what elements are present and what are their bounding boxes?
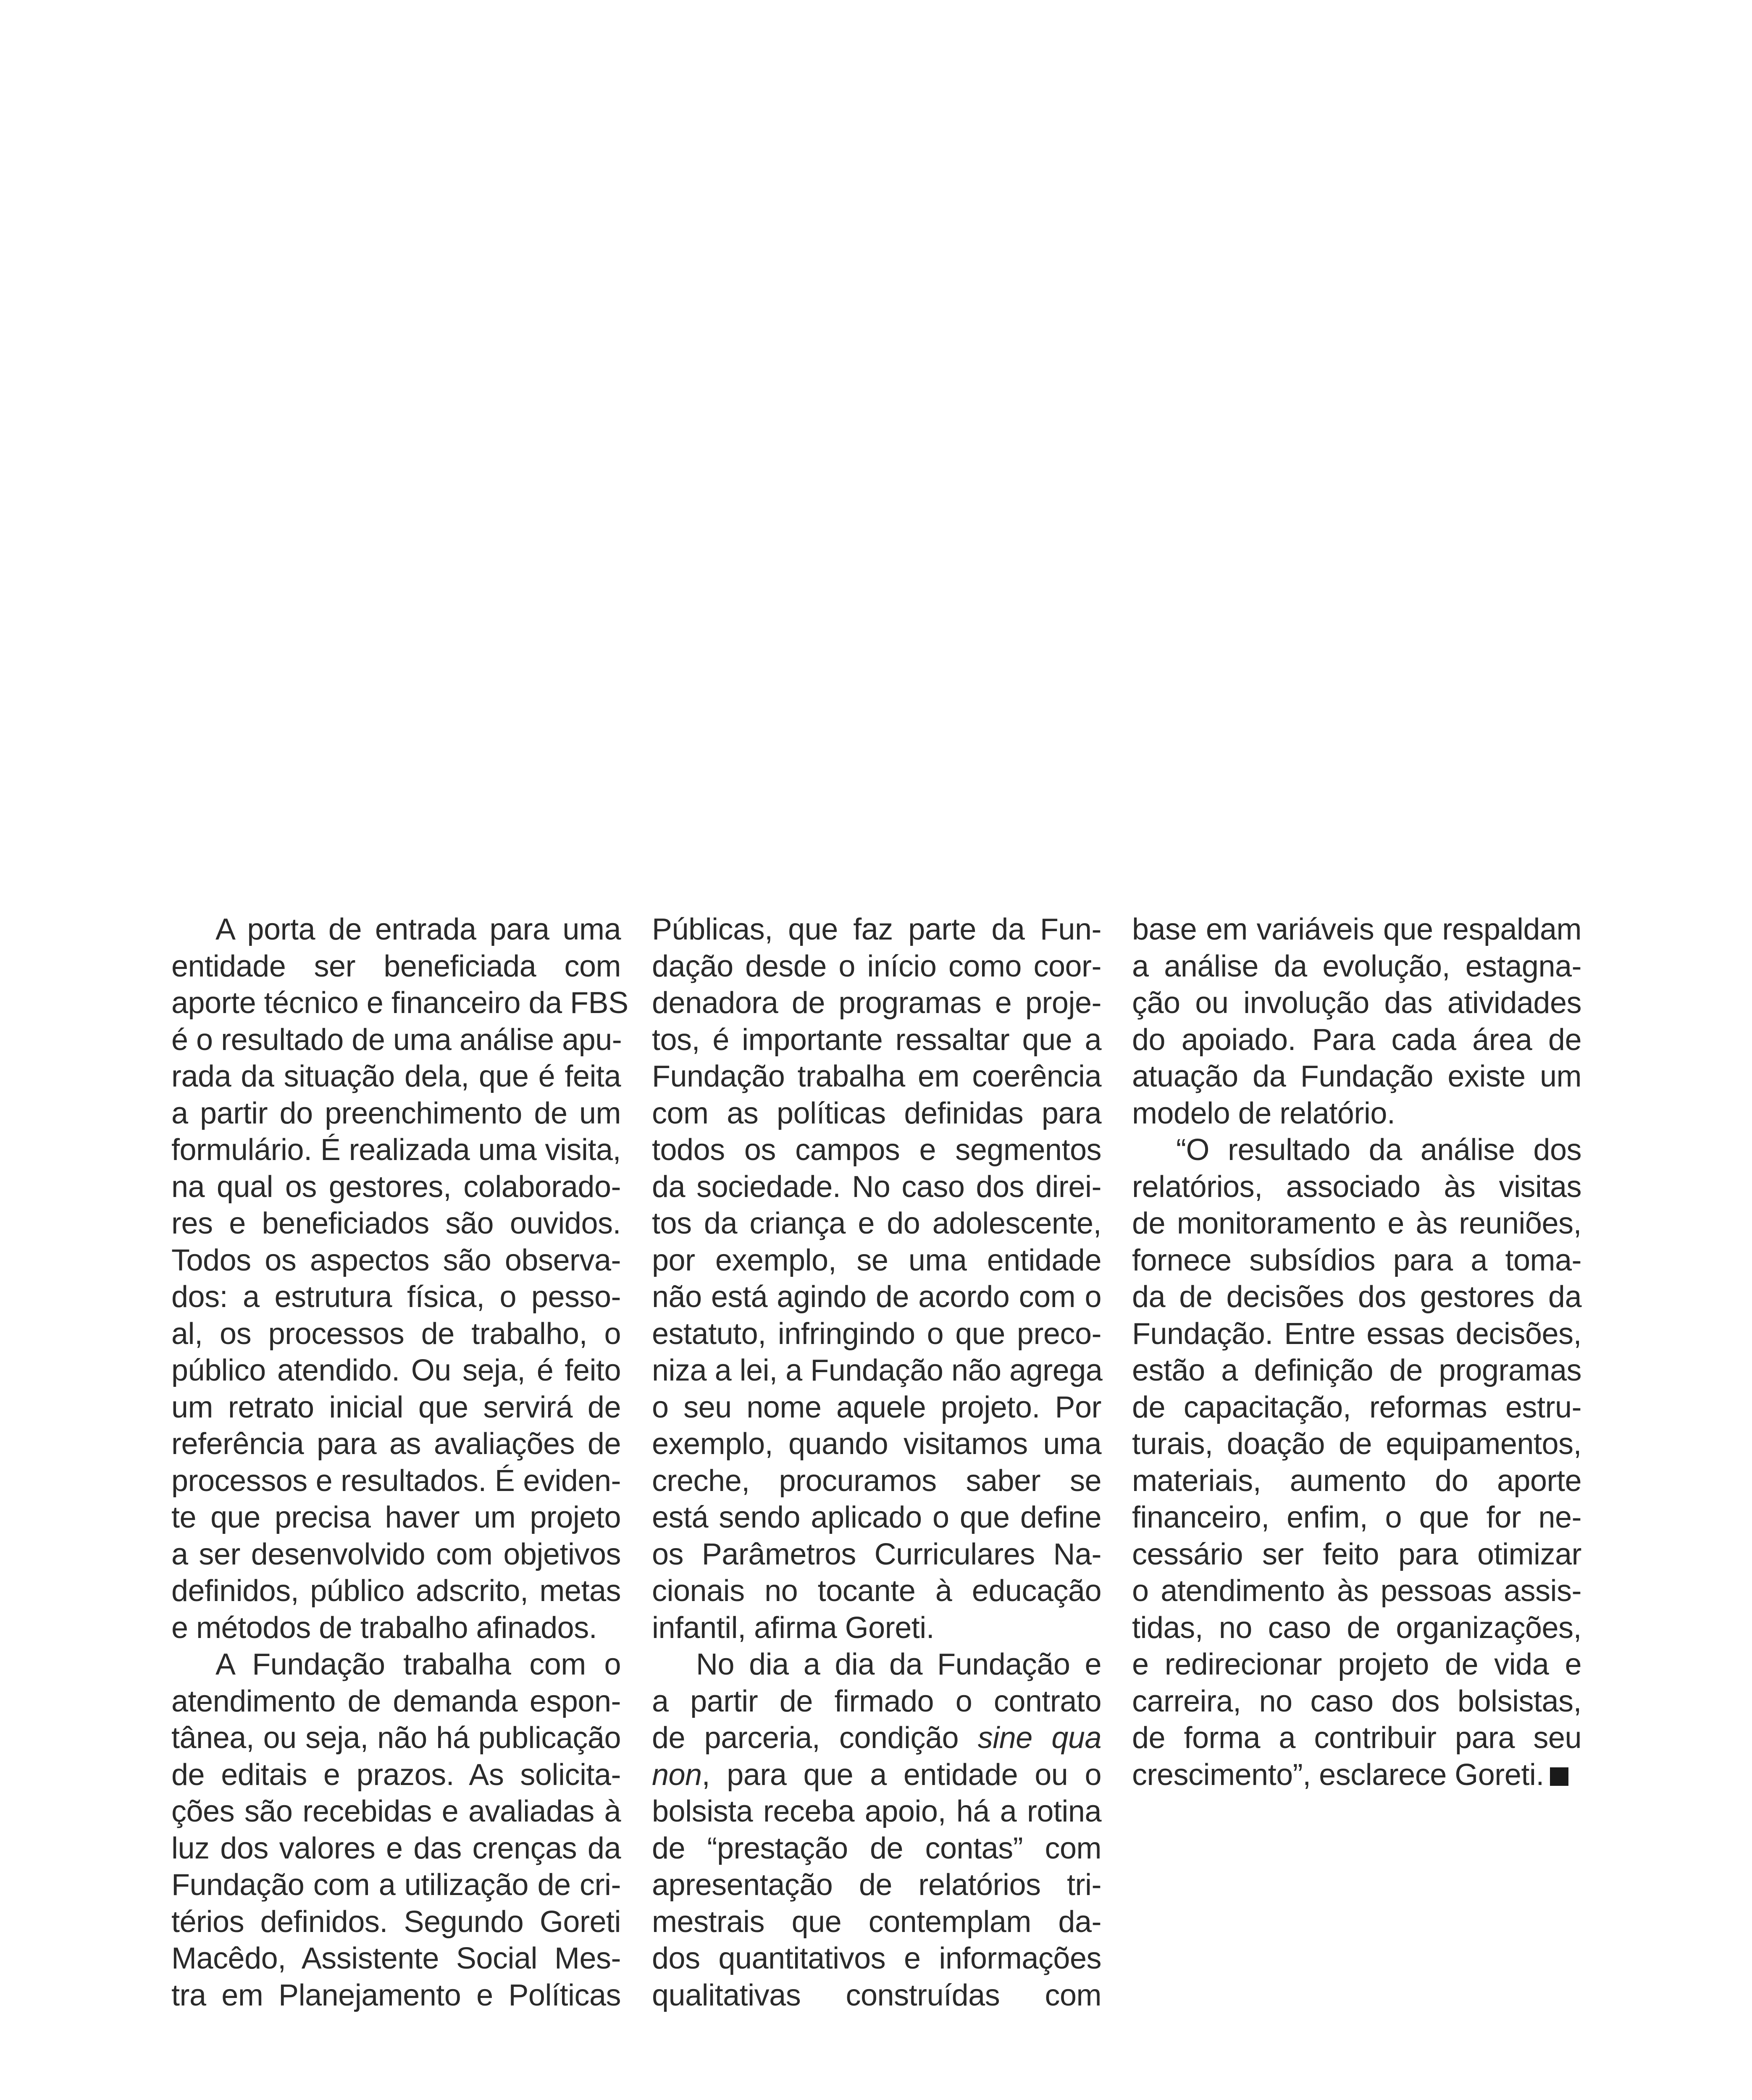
text-line: tânea, ou seja, não há publicação bbox=[171, 1721, 621, 1755]
article-column-2 bbox=[652, 911, 1101, 2014]
text-fragment: crescimento”, esclarece Goreti. bbox=[1132, 1758, 1544, 1792]
text-line: e métodos de trabalho afinados. bbox=[171, 1611, 597, 1645]
text-line: Públicas, que faz parte da Fun- bbox=[652, 913, 1101, 946]
text-line: por exemplo, se uma entidade bbox=[652, 1243, 1101, 1277]
text-line: base em variáveis que respaldam bbox=[1132, 913, 1581, 946]
text-line: tos da criança e do adolescente, bbox=[652, 1207, 1101, 1240]
text-line: niza a lei, a Fundação não agrega bbox=[652, 1354, 1103, 1387]
text-line: res e beneficiados são ouvidos. bbox=[171, 1207, 621, 1240]
text-line: da de decisões dos gestores da bbox=[1132, 1280, 1581, 1314]
text-line: turais, doação de equipamentos, bbox=[1132, 1427, 1581, 1461]
text-line: luz dos valores e das crenças da bbox=[171, 1831, 621, 1865]
text-line: na qual os gestores, colaborado- bbox=[171, 1170, 621, 1204]
text-line: bolsista receba apoio, há a rotina bbox=[652, 1795, 1101, 1828]
text-line: térios definidos. Segundo Goreti bbox=[171, 1905, 621, 1939]
text-line: Fundação. Entre essas decisões, bbox=[1132, 1317, 1581, 1351]
text-line: cionais no tocante à educação bbox=[652, 1574, 1101, 1608]
text-line: com as políticas definidas para bbox=[652, 1096, 1101, 1130]
text-line: Fundação trabalha em coerência bbox=[652, 1060, 1101, 1093]
text-line: atuação da Fundação existe um bbox=[1132, 1060, 1581, 1093]
text-line: apresentação de relatórios tri- bbox=[652, 1868, 1101, 1902]
text-line: de forma a contribuir para seu bbox=[1132, 1721, 1581, 1755]
latin-phrase: non bbox=[652, 1758, 702, 1792]
text-line: está sendo aplicado o que define bbox=[652, 1501, 1101, 1534]
text-line: os Parâmetros Curriculares Na- bbox=[652, 1537, 1101, 1571]
text-line bbox=[652, 1720, 1101, 1757]
text-line: carreira, no caso dos bolsistas, bbox=[1132, 1684, 1581, 1718]
text-line: denadora de programas e proje- bbox=[652, 986, 1101, 1020]
text-line: tra em Planejamento e Políticas bbox=[171, 1978, 621, 2012]
text-line: todos os campos e segmentos bbox=[652, 1133, 1101, 1167]
text-line: referência para as avaliações de bbox=[171, 1427, 621, 1461]
text-line: tidas, no caso de organizações, bbox=[1132, 1611, 1581, 1645]
article-column-1 bbox=[171, 911, 628, 2014]
text-line: relatórios, associado às visitas bbox=[1132, 1170, 1581, 1204]
text-line: de capacitação, reformas estru- bbox=[1132, 1390, 1581, 1424]
text-line: o seu nome aquele projeto. Por bbox=[652, 1390, 1101, 1424]
text-line bbox=[652, 1757, 1101, 1794]
text-line: exemplo, quando visitamos uma bbox=[652, 1427, 1101, 1461]
text-line: al, os processos de trabalho, o bbox=[171, 1317, 621, 1351]
article-column-3 bbox=[1132, 911, 1581, 1793]
text-line: estatuto, infringindo o que preco- bbox=[652, 1317, 1101, 1351]
text-line: “O resultado da análise dos bbox=[1176, 1133, 1581, 1167]
text-line: definidos, público adscrito, metas bbox=[171, 1574, 621, 1608]
text-line: formulário. É realizada uma visita, bbox=[171, 1133, 621, 1167]
text-line: de “prestação de contas” com bbox=[652, 1831, 1101, 1865]
text-line: tos, é importante ressaltar que a bbox=[652, 1023, 1101, 1057]
text-fragment: de parceria, condição bbox=[652, 1721, 978, 1755]
latin-phrase: sine qua bbox=[977, 1721, 1102, 1755]
text-line: entidade ser beneficiada com bbox=[171, 949, 621, 983]
text-line: dação desde o início como coor- bbox=[652, 949, 1101, 983]
end-of-article-square-icon bbox=[1550, 1767, 1568, 1786]
text-line: ção ou involução das atividades bbox=[1132, 986, 1581, 1020]
text-line: e redirecionar projeto de vida e bbox=[1132, 1648, 1581, 1681]
text-line: a análise da evolução, estagna- bbox=[1132, 949, 1581, 983]
text-line: a partir do preenchimento de um bbox=[171, 1096, 621, 1130]
text-line: modelo de relatório. bbox=[1132, 1096, 1395, 1130]
text-line: te que precisa haver um projeto bbox=[171, 1501, 621, 1534]
text-line: materiais, aumento do aporte bbox=[1132, 1464, 1581, 1498]
text-line: de monitoramento e às reuniões, bbox=[1132, 1207, 1581, 1240]
text-line: público atendido. Ou seja, é feito bbox=[171, 1354, 621, 1387]
text-line bbox=[1132, 1757, 1581, 1794]
text-line: A Fundação trabalha com o bbox=[215, 1648, 621, 1681]
text-line: processos e resultados. É eviden- bbox=[171, 1464, 621, 1498]
text-line: qualitativas construídas com bbox=[652, 1978, 1101, 2012]
text-line: da sociedade. No caso dos direi- bbox=[652, 1170, 1101, 1204]
text-line: atendimento de demanda espon- bbox=[171, 1684, 621, 1718]
text-line: ções são recebidas e avaliadas à bbox=[171, 1795, 621, 1828]
text-line: financeiro, enfim, o que for ne- bbox=[1132, 1501, 1581, 1534]
text-line: dos: a estrutura física, o pesso- bbox=[171, 1280, 621, 1314]
text-line: dos quantitativos e informações bbox=[652, 1942, 1101, 1975]
text-line: o atendimento às pessoas assis- bbox=[1132, 1574, 1581, 1608]
text-line: Macêdo, Assistente Social Mes- bbox=[171, 1942, 621, 1975]
text-line: fornece subsídios para a toma- bbox=[1132, 1243, 1581, 1277]
text-line: estão a definição de programas bbox=[1132, 1354, 1581, 1387]
text-fragment: , para que a entidade ou o bbox=[701, 1758, 1101, 1792]
text-line: a partir de firmado o contrato bbox=[652, 1684, 1101, 1718]
text-line: No dia a dia da Fundação e bbox=[696, 1648, 1101, 1681]
text-line: infantil, afirma Goreti. bbox=[652, 1611, 935, 1645]
text-line: Fundação com a utilização de cri- bbox=[171, 1868, 621, 1902]
text-line: a ser desenvolvido com objetivos bbox=[171, 1537, 621, 1571]
text-line: rada da situação dela, que é feita bbox=[171, 1060, 621, 1093]
text-line: aporte técnico e financeiro da FBS bbox=[171, 986, 628, 1020]
text-line: Todos os aspectos são observa- bbox=[171, 1243, 621, 1277]
text-line: A porta de entrada para uma bbox=[215, 913, 621, 946]
text-line: não está agindo de acordo com o bbox=[652, 1280, 1101, 1314]
text-line: cessário ser feito para otimizar bbox=[1132, 1537, 1581, 1571]
text-line: creche, procuramos saber se bbox=[652, 1464, 1101, 1498]
text-line: do apoiado. Para cada área de bbox=[1132, 1023, 1581, 1057]
text-line: é o resultado de uma análise apu- bbox=[171, 1023, 622, 1057]
text-line: um retrato inicial que servirá de bbox=[171, 1390, 621, 1424]
text-line: de editais e prazos. As solicita- bbox=[171, 1758, 621, 1792]
text-line: mestrais que contemplam da- bbox=[652, 1905, 1101, 1939]
